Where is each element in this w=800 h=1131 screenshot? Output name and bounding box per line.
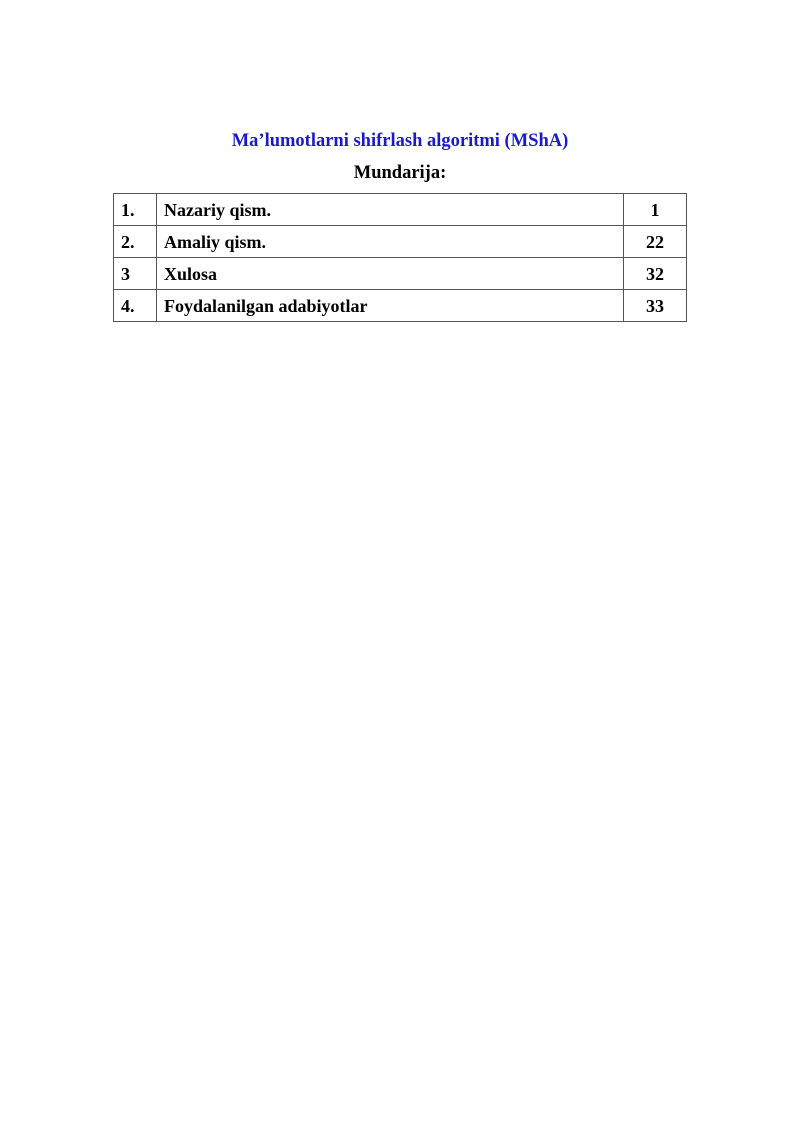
row-page: 32 xyxy=(624,258,687,290)
row-number: 3 xyxy=(114,258,157,290)
toc-heading: Mundarija: xyxy=(353,163,447,183)
row-number: 2. xyxy=(114,226,157,258)
table-row xyxy=(114,290,687,322)
row-page: 22 xyxy=(624,226,687,258)
row-title: Nazariy qism. xyxy=(157,194,624,226)
row-title: Foydalanilgan adabiyotlar xyxy=(157,290,624,322)
table-row xyxy=(114,194,687,226)
page-title: Ma’lumotlarni shifrlash algoritmi (MShA) xyxy=(231,131,569,151)
table-row xyxy=(114,226,687,258)
row-number: 1. xyxy=(114,194,157,226)
row-title: Amaliy qism. xyxy=(157,226,624,258)
toc-table xyxy=(113,193,687,322)
row-page: 1 xyxy=(624,194,687,226)
table-row xyxy=(114,258,687,290)
row-page: 33 xyxy=(624,290,687,322)
row-title: Xulosa xyxy=(157,258,624,290)
row-number: 4. xyxy=(114,290,157,322)
